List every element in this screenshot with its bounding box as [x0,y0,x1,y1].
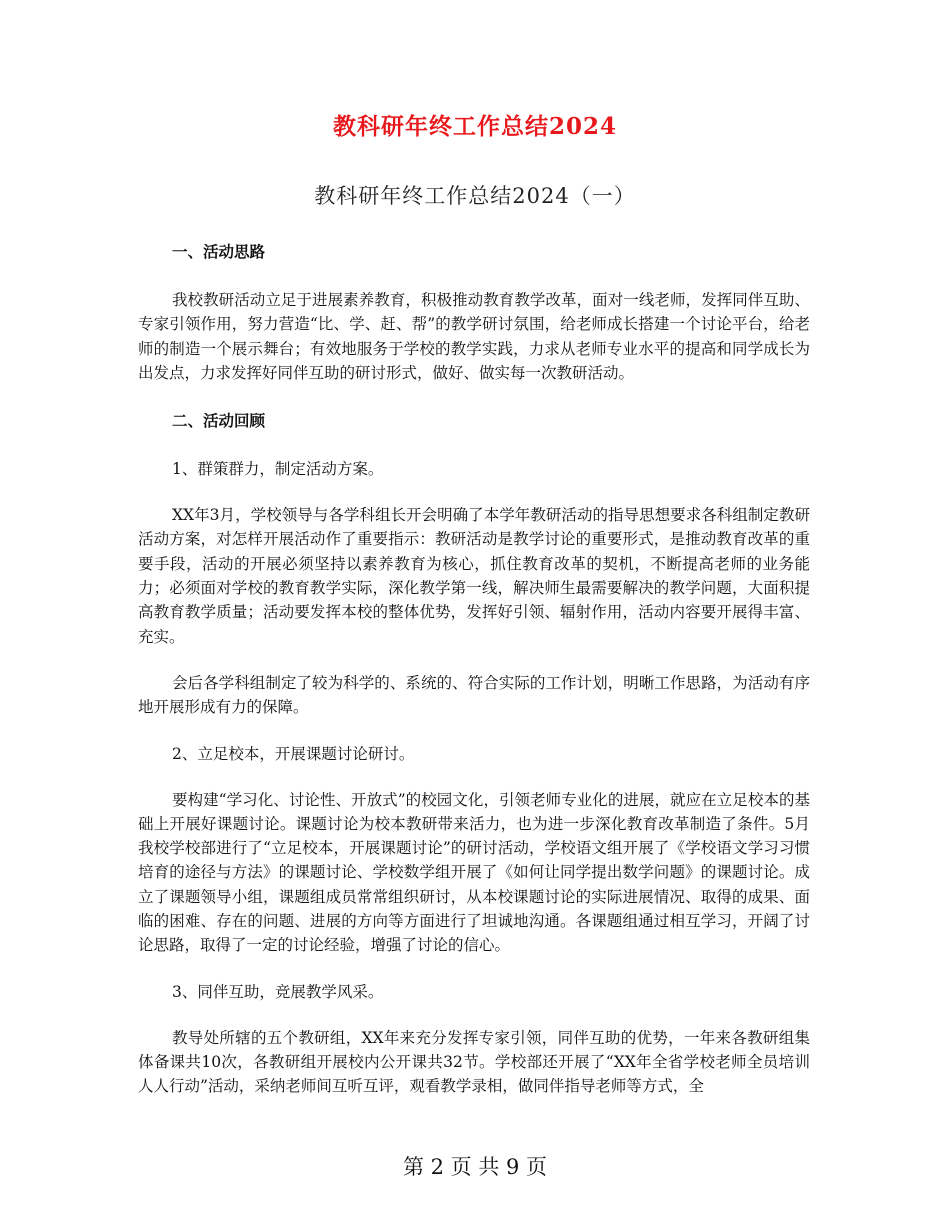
page-number-footer: 第 2 页 共 9 页 [402,1155,548,1179]
document-body [138,238,810,1099]
document-title: 教科研年终工作总结2024 [332,113,617,140]
section-heading-2: 二、活动回顾 [172,411,266,431]
list-item-3: 3、同伴互助，竞展教学风采。 [172,982,384,1001]
document-subtitle: 教科研年终工作总结2024（一） [314,184,636,208]
paragraph-activity-ideas: 我校教研活动立足于进展素养教育，积极推动教育教学改革，面对一线老师，发挥同伴互助、专家引领作用，努力营造“比、学、赶、帮”的教学研讨氛围，给老师成长搭建一个讨论平台，给老师的制造一个展示舞台；有效地服务于学校的教学实践，力求从老师专业水平的提高和同学成长为出发点，力求发挥好同伴互助的研讨形式，做好、做实每一次教研活动。 [138,291,810,382]
paragraph-topic-research: 要构建“学习化、讨论性、开放式”的校园文化，引领老师专业化的进展，就应在立足校本的基础上开展好课题讨论。课题讨论为校本教研带来活力，也为进一步深化教育改革制造了条件。5月我校学校部进行了“立足校本，开展课题讨论”的研讨活动，学校语文组开展了《学校语文学习习惯培育的途径与方法》的课题讨论、学校数学组开展了《如何让同学提出数学问题》的课题讨论。成立了课题领导小组，课题组成员常常组织研讨，从本校课题讨论的实际进展情况、取得的成果、面临的困难、存在的问题、进展的方向等方面进行了坦诚地沟通。各课题组通过相互学习，开阔了讨论思路，取得了一定的讨论经验，增强了讨论的信心。 [138,790,810,955]
section-heading-1: 一、活动思路 [172,242,266,261]
paragraph-plan-result: 会后各学科组制定了较为科学的、系统的、符合实际的工作计划，明晰工作思路，为活动有序地开展形成有力的保障。 [138,673,810,717]
paragraph-plan-meeting: XX年3月，学校领导与各学科组长开会明确了本学年教研活动的指导思想要求各科组制定教研活动方案，对怎样开展活动作了重要指示：教研活动是教学讨论的重要形式，是推动教育改革的重要手段，活动的开展必须坚持以素养教育为核心，抓住教育改革的契机，不断提高老师的业务能力；必须面对学校的教育教学实际，深化教学第一线，解决师生最需要解决的教学问题，大面积提高教育教学质量；活动要发挥本校的整体优势，发挥好引领、辐射作用，活动内容要开展得丰富、充实。 [138,506,810,646]
list-item-1: 1、群策群力，制定活动方案。 [172,460,384,479]
paragraph-peer-support: 教导处所辖的五个教研组，XX年来充分发挥专家引领，同伴互助的优势，一年来各教研组集体备课共10次，各教研组开展校内公开课共32节。学校部还开展了“XX年全省学校老师全员培训人人行动”活动，采纳老师间互听互评，观看教学录相，做同伴指导老师等方式，全 [138,1028,810,1096]
list-item-2: 2、立足校本，开展课题讨论研讨。 [172,744,415,763]
